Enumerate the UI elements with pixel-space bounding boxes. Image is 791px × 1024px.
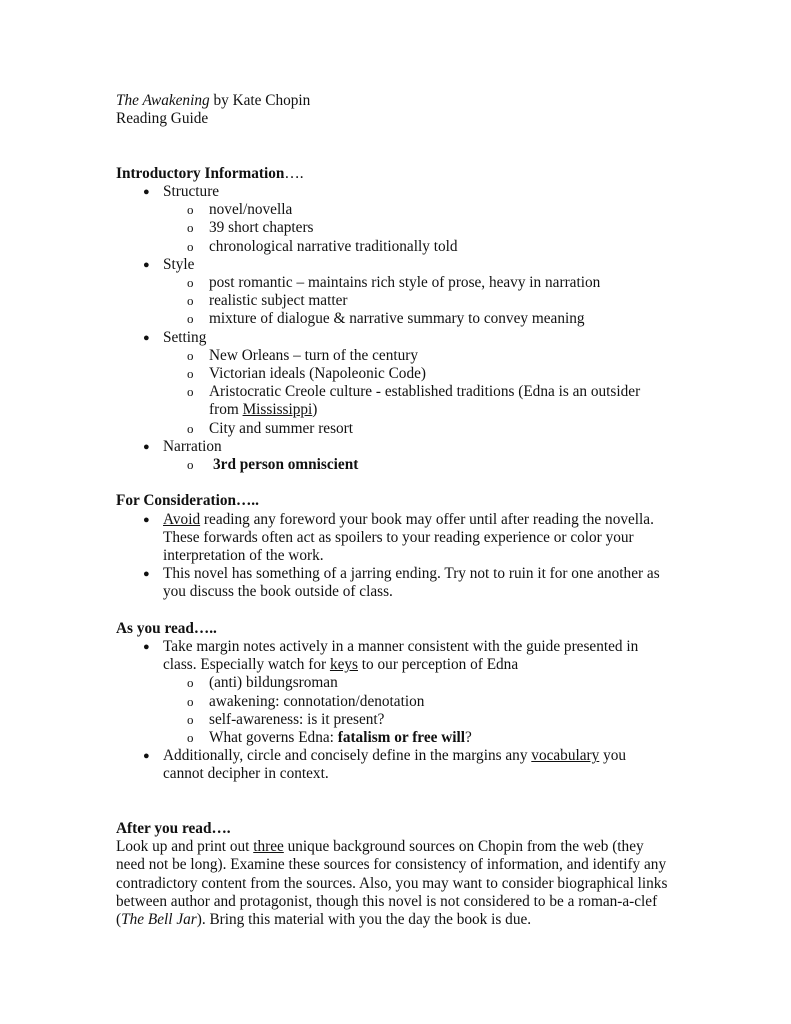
as-you-read-heading-text: As you read [116,619,194,637]
sub-item-text: self-awareness: is it present? [209,710,385,728]
text-fragment: you cannot decipher in context. [163,747,627,783]
list-item-setting [116,329,686,438]
as-you-read-heading-dots: ….. [193,619,217,637]
consideration-list [116,511,686,602]
underlined-word: Avoid [163,510,201,528]
consideration-heading-dots: ….. [235,492,259,510]
bullet-icon: ● [143,186,150,198]
intro-heading-dots: …. [284,164,304,182]
sub-item [163,219,686,237]
circle-bullet-icon: o [187,238,194,254]
list-item [116,638,686,747]
underlined-word: keys [329,656,358,674]
intro-heading [116,165,686,183]
list-item-label: Style [163,255,195,273]
list-item-structure [116,183,686,256]
sub-item [163,674,686,692]
sub-item [163,383,686,419]
text-fragment: ) [312,401,318,419]
after-you-read-heading [116,820,686,838]
bullet-icon: ● [143,258,150,271]
circle-bullet-icon: o [187,220,194,236]
style-sublist [163,274,686,329]
circle-bullet-icon: o [187,420,194,436]
bullet-icon: ● [143,440,150,453]
after-you-read-paragraph [116,838,671,929]
consideration-heading-text: For Consideration [116,492,236,510]
as-you-read-list [116,638,686,784]
circle-bullet-icon: o [187,347,194,363]
text-fragment: to our perception of Edna [357,656,519,674]
sub-item-text [209,729,686,747]
document-page [116,92,686,929]
sub-item [163,693,686,711]
bold-phrase: fatalism or free will [337,729,466,747]
list-item-style [116,256,686,329]
sub-item-text: mixture of dialogue & narrative summary to convey meaning [209,310,585,328]
circle-bullet-icon: o [187,675,194,691]
sub-item [163,201,686,219]
circle-bullet-icon: o [187,711,194,727]
text-fragment: ). Bring this material with you the day the book is due. [196,911,532,929]
sub-item-text: City and summer resort [209,419,354,437]
circle-bullet-icon: o [187,730,194,746]
sub-item-text: novel/novella [209,201,293,219]
underlined-word: three [253,838,284,856]
list-item-text [163,638,663,674]
text-fragment: What governs Edna: [209,729,338,747]
text-fragment: from [209,401,243,419]
text-fragment: unique background sources on Chopin from the web (they need not be long). Examine these sources for consistency of information, and identify any contradictory content from the sources. Also, you may want to consider biographical links between author and protagonist, though this novel is not considered to be a roman-a-clef ( [116,838,668,929]
sub-item [163,456,686,474]
text-fragment: Additionally, circle and concisely define in the margins any [163,747,532,765]
text-fragment: Look up and print out [116,838,254,856]
circle-bullet-icon: o [187,293,194,309]
list-item-label: Structure [163,183,220,200]
author-byline: by Kate Chopin [209,92,311,109]
sub-item-text: 39 short chapters [209,219,314,237]
sub-item-text: 3rd person omniscient [213,456,359,474]
sub-item-text: New Orleans – turn of the century [209,346,418,364]
sub-item [163,238,686,256]
list-item-label: Setting [163,328,207,346]
sub-item [163,365,686,383]
narration-sublist [163,456,686,474]
sub-item [163,347,686,365]
circle-bullet-icon: o [187,202,194,218]
sub-item-text: (anti) bildungsroman [209,674,338,692]
sub-item-text: Aristocratic Creole culture - established traditions (Edna is an outsider [209,383,641,401]
underlined-word: Mississippi [242,401,313,419]
italic-title: The Bell Jar [121,911,197,929]
list-item [116,565,686,601]
sub-item [163,274,686,292]
intro-list [116,183,686,474]
sub-item-text: realistic subject matter [209,292,348,310]
sub-item-text: awakening: connotation/denotation [209,692,425,710]
bullet-icon: ● [143,331,150,344]
list-item-text [163,747,663,783]
list-item-text: This novel has something of a jarring ending. Try not to ruin it for one another as you discuss the book outside of class. [163,565,660,601]
structure-sublist [163,201,686,256]
underlined-word: vocabulary [531,747,600,765]
sub-item-text: post romantic – maintains rich style of prose, heavy in narration [209,274,601,292]
list-item [116,747,686,783]
setting-sublist [163,347,686,438]
sub-item [163,420,686,438]
circle-bullet-icon: o [187,457,194,473]
document-title [116,92,686,110]
list-item [116,511,686,566]
bullet-icon: ● [143,568,150,581]
circle-bullet-icon: o [187,311,194,327]
after-you-read-heading-text: After you read [116,820,212,838]
sub-item-text: Victorian ideals (Napoleonic Code) [209,365,426,383]
sub-item [163,292,686,310]
text-fragment: reading any foreword your book may offer until after reading the novella. These forwards often act as spoilers to your reading experience or color your interpretation of the work. [163,510,654,565]
sub-item [163,729,686,747]
circle-bullet-icon: o [187,384,194,400]
bullet-icon: ● [143,641,150,654]
consideration-heading [116,492,686,510]
after-you-read-heading-dots: …. [211,820,231,838]
text-fragment: Take margin notes actively in a manner consistent with the guide presented in class. Especially watch for [163,638,639,674]
text-fragment: ? [465,729,472,747]
sub-item-text: chronological narrative traditionally told [209,237,458,255]
sub-item [163,310,686,328]
intro-heading-text: Introductory Information [116,164,285,182]
circle-bullet-icon: o [187,275,194,291]
book-title: The Awakening [116,92,210,109]
sub-item [163,711,686,729]
document-subtitle: Reading Guide [116,110,209,128]
list-item-narration [116,438,686,474]
bullet-icon: ● [143,750,150,763]
as-you-read-heading [116,620,686,638]
sub-item-text-continued [209,401,686,419]
circle-bullet-icon: o [187,366,194,382]
list-item-text [163,511,673,566]
list-item-label: Narration [163,437,222,455]
circle-bullet-icon: o [187,693,194,709]
as-you-read-sublist [163,674,686,747]
bullet-icon: ● [143,513,150,526]
